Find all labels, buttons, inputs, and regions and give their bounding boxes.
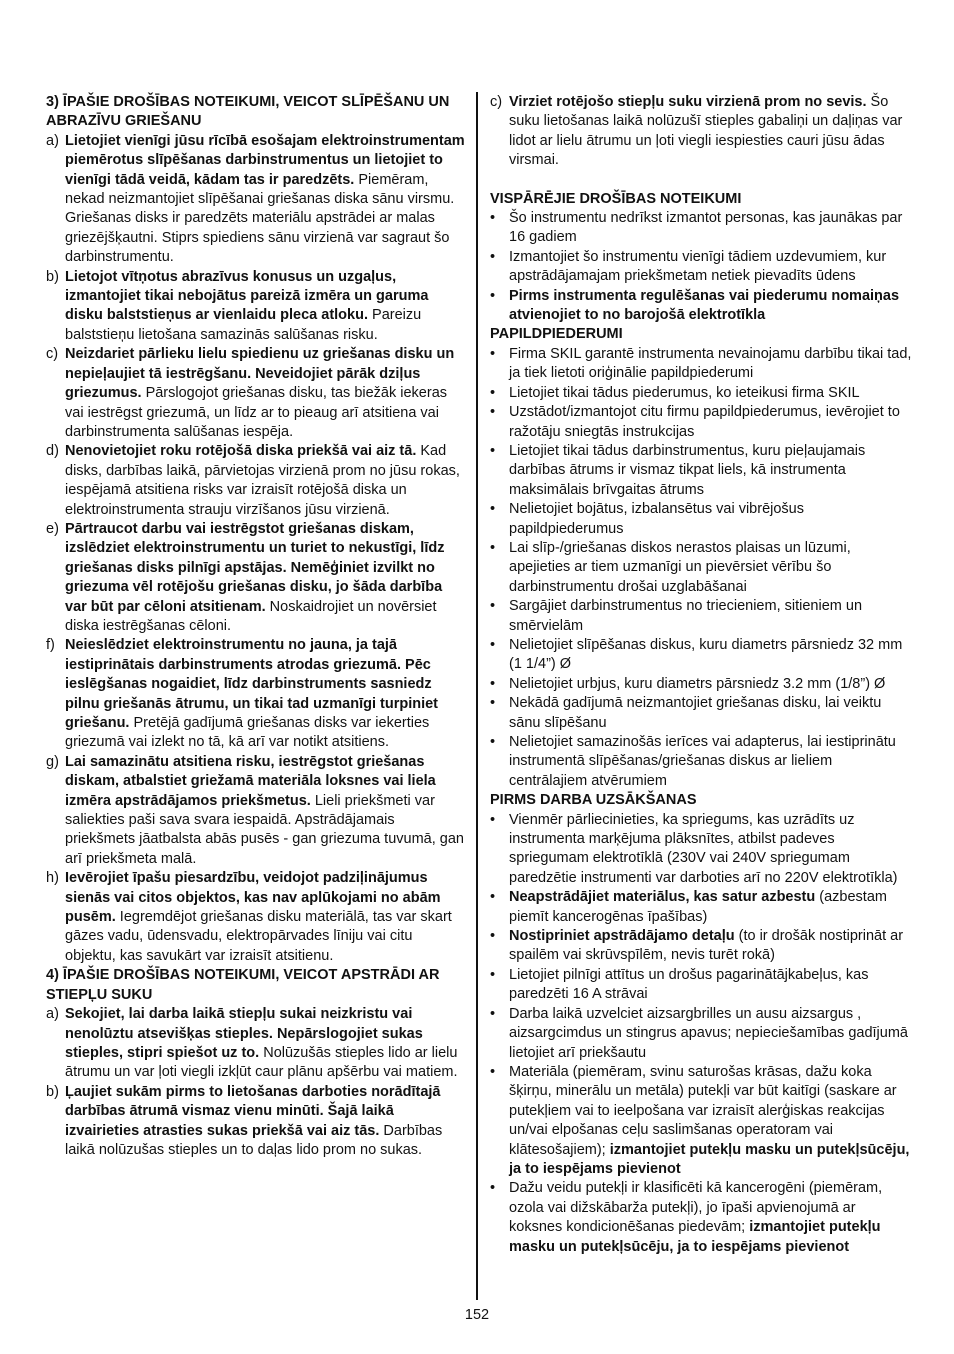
item-letter: a) <box>46 1006 59 1023</box>
bullet-item <box>490 888 912 927</box>
bullet-pre-text: Dažu veidu putekļi ir klasificēti kā kancerogēni (piemēram, ozola vai dižskābarža putekļi), jo īpaši apvienojumā ar koksnes kondicionēšanas piedevām; <box>509 1180 883 1236</box>
column-divider <box>476 92 478 1300</box>
lettered-item <box>46 268 466 346</box>
bullet-item <box>490 597 912 636</box>
right-column <box>490 93 912 1257</box>
section-4-items <box>46 1005 466 1160</box>
item-letter: e) <box>46 520 59 537</box>
left-column <box>46 93 466 1160</box>
general-safety-list <box>490 209 912 325</box>
bullet-icon: • <box>490 734 496 750</box>
bullet-item <box>490 539 912 597</box>
spacer <box>490 171 912 190</box>
bullet-icon: • <box>490 675 496 692</box>
bullet-item <box>490 733 912 791</box>
bullet-item <box>490 811 912 889</box>
bullet-icon: • <box>490 287 496 304</box>
bullet-icon: • <box>490 695 496 712</box>
bullet-text-text: Nekādā gadījumā neizmantojiet griešanas disku, lai veiktu sānu slīpēšanu <box>509 695 882 731</box>
bullet-text-text: Lai slīp-/griešanas diskos nerastos plaisas un lūzumi, apejieties ar tiem uzmanīgi un pievērsiet vērību šo darbinstrumentu drošai uzglabāšanai <box>509 539 851 595</box>
before-use-list <box>490 811 912 1257</box>
lettered-item <box>46 753 466 869</box>
item-text: Noskaidrojiet un novērsiet diska iestrēgšanas cēloni. <box>65 598 437 634</box>
lettered-item <box>46 1083 466 1161</box>
bullet-item <box>490 927 912 966</box>
item-letter: a) <box>46 132 59 149</box>
bullet-pre-text: Lietojiet pilnīgi attītus un drošus pagarinātājkabeļus, kas paredzēti 16 A strāvai <box>509 966 869 1003</box>
bullet-bold-text: Nostipriniet apstrādājamo detaļu <box>509 928 735 945</box>
item-bold-text: Ļaujiet sukām pirms to lietošanas darboties norādītajā darbības ātrumā vismaz vienu minūti. Šajā laikā izvairieties atrasties sukas priekšā vai aiz tās. <box>65 1083 441 1139</box>
bullet-item <box>490 694 912 733</box>
bullet-icon: • <box>490 539 496 556</box>
accessories-list <box>490 345 912 791</box>
item-letter: d) <box>46 443 59 460</box>
bullet-icon: • <box>490 442 496 459</box>
bullet-icon: • <box>490 889 496 906</box>
bullet-pre-text: Darba laikā uzvelciet aizsargbrilles un ausu aizsargus , aizsargcimdus un stingrus apavus; nepieciešamības gadījumā lietojiet arī priekšautu <box>509 1005 908 1061</box>
bullet-icon: • <box>490 384 496 401</box>
bullet-item <box>490 384 912 403</box>
before-use-heading: PIRMS DARBA UZSĀKŠANAS <box>490 792 697 809</box>
item-bold-text: Ievērojiet īpašu piesardzību, veidojot padziļinājumus sienās vai citos objektos, kas nav aplūkojami no abām pusēm. <box>65 870 441 926</box>
bullet-item <box>490 1063 912 1179</box>
bullet-bold-text: izmantojiet putekļu masku un putekļsūcēju, ja to iespējams pievienot <box>509 1141 910 1177</box>
bullet-icon: • <box>490 928 496 945</box>
item-bold-text: Lai samazinātu atsitiena risku, iestrēgstot griešanas diskam, atbalstiet griežamā materiāla loksnes vai liela izmēra apstrādājamos priekšmetus. <box>65 753 436 809</box>
bullet-icon: • <box>490 636 496 653</box>
bullet-pre-text: Vienmēr pārliecinieties, ka spriegums, kas uzrādīts uz instrumenta marķējuma plāksnītes, atbilst padeves spriegumam elektrotīklā (230V vai 240V spriegumam paredzētie instrumenti var darboties arī no 220V elektrotīkla) <box>509 811 898 886</box>
page-number: 152 <box>464 1307 490 1323</box>
bullet-icon: • <box>490 598 496 615</box>
item-text: Piemēram, nekad neizmantojiet slīpēšanai griešanas diska sānu virsmu. Griešanas disks ir paredzēts materiālu apstrādei ar malas griezējšķautni. Stiprs spiediens sānu virzienā var sagraut šo darbinstrumentu. <box>65 171 455 266</box>
lettered-item <box>46 345 466 442</box>
accessories-heading: PAPILDPIEDERUMI <box>490 326 623 343</box>
bullet-text-text: Nelietojiet bojātus, izbalansētus vai vibrējošus papildpiederumus <box>509 501 804 537</box>
bullet-item <box>490 248 912 287</box>
item-bold-text: Neizdariet pārlieku lielu spiedienu uz griešanas disku un nepieļaujiet tā iestrēgšanu. Neveidojiet pārāk dziļus griezumus. <box>65 346 455 402</box>
item-bold-text: Lietojot vītņotus abrazīvus konusus un uzgaļus, izmantojiet tikai nebojātus pareizā izmēra un garuma disku balststieņus ar vienlaidu pleca atloku. <box>65 268 429 324</box>
bullet-item <box>490 403 912 442</box>
bullet-text-text: Nelietojiet slīpēšanas diskus, kuru diametrs pārsniedz 32 mm (1 1/4”) Ø <box>509 636 903 673</box>
item-text: Pārslogojot griešanas disku, tas biežāk iekeras vai iestrēgst griezumā, un līdz ar to pieaug arī atsitiena vai darbinstrumenta salūšanas iespēja. <box>65 385 448 440</box>
lettered-item <box>46 636 466 752</box>
item-letter: c) <box>46 346 59 363</box>
bullet-icon: • <box>490 1180 496 1197</box>
item-text: Nolūzušās stieples lido ar lielu ātrumu un var ļoti viegli izkļūt caur plānu apšērbu vai matiem. <box>65 1044 458 1081</box>
item-bold-text: Pārtraucot darbu vai iestrēgstot griešanas diskam, izslēdziet elektroinstrumentu un turiet to nekustīgi, līdz griešanas disks pilnīgi apstājas. Nemēģiniet izvilkt no griezuma vēl rotējošu griešanas disku, jo šāda darbība var būt par cēloni atsitienam. <box>65 520 445 615</box>
item-letter: b) <box>46 1083 59 1100</box>
item-letter: h) <box>46 870 59 887</box>
lettered-item <box>46 132 466 268</box>
section-3-heading: 3) ĪPAŠIE DROŠĪBAS NOTEIKUMI, VEICOT SLĪPĒŠANU UN ABRAZĪVU GRIEŠANU <box>46 94 450 130</box>
bullet-icon: • <box>490 404 496 421</box>
bullet-item <box>490 209 912 248</box>
section-4-heading: 4) ĪPAŠIE DROŠĪBAS NOTEIKUMI, VEICOT APSTRĀDI AR STIEPĻU SUKU <box>46 967 440 1003</box>
bullet-item <box>490 1005 912 1063</box>
bullet-bold-text: Neapstrādājiet materiālus, kas satur azbestu <box>509 889 816 906</box>
bullet-item <box>490 1179 912 1257</box>
bullet-icon: • <box>490 248 496 265</box>
bullet-post-text: (azbestam piemīt kancerogēnas īpašības) <box>509 889 887 925</box>
bullet-item <box>490 675 912 694</box>
bullet-icon: • <box>490 966 496 983</box>
bullet-text-text: Lietojiet tikai tādus darbinstrumentus, kuru pieļaujamais darbības ātrums ir vismaz tikpat liels, kā instrumenta maksimālais brīvgaitas ātrums <box>509 442 866 498</box>
bullet-bold-text: izmantojiet putekļu masku un putekļsūcēju, ja to iespējams pievienot <box>509 1219 881 1255</box>
bullet-text-text: Nelietojiet urbjus, kuru diametrs pārsniedz 3.2 mm (1/8”) Ø <box>509 675 886 692</box>
lettered-item <box>46 869 466 966</box>
bullet-pre-text: Materiāla (piemēram, svinu saturošas krāsas, dažu koka šķirņu, minerālu un metāla) putekļi var būt kaitīgi (saskare ar putekļiem vai to ieelpošana var izraisīt alerģiskas reakcijas un/vai elpošanas ceļu saslimšanas operatoram vai klātesošajiem); <box>509 1063 897 1158</box>
bullet-text-text: Lietojiet tikai tādus piederumus, ko ieteikusi firma SKIL <box>509 384 860 401</box>
item-text: Šo suku lietošanas laikā nolūzušī stieples gabaliņi un daļiņas var lidot ar lielu ātrumu un ļoti viegli iespiesties cauri jūsu ādas virsmai. <box>509 94 903 169</box>
item-text: Lieli priekšmeti var saliekties paši sava svara iespaidā. Apstrādājamais priekšmets jāatbalsta abās pusēs - gan griezuma tuvumā, gan arī priekšmeta malā. <box>65 792 464 867</box>
bullet-text-text: Šo instrumentu nedrīkst izmantot personas, kas jaunākas par 16 gadiem <box>509 210 903 246</box>
bullet-item <box>490 287 912 326</box>
item-text: Pretējā gadījumā griešanas disks var iekerties griezumā vai izlekt no tā, kā arī var notikt atsitiens. <box>65 715 430 751</box>
bullet-text-text: Firma SKIL garantē instrumenta nevainojamu darbību tikai tad, ja tiek lietoti oriģinālie papildpiederumi <box>509 345 912 382</box>
bullet-text-text: Sargājiet darbinstrumentus no triecieniem, sitieniem un smērvielām <box>509 598 863 634</box>
section-3-items <box>46 132 466 966</box>
bullet-item <box>490 966 912 1005</box>
item-bold-text: Lietojiet vienīgi jūsu rīcībā esošajam elektroinstrumentam piemērotus slīpēšanas darbinstrumentus un lietojiet to vienīgi tādā veidā, kādam tas ir paredzēts. <box>65 132 465 188</box>
bullet-icon: • <box>490 1063 496 1080</box>
section-4-item-c <box>490 93 912 171</box>
bullet-icon: • <box>490 210 496 227</box>
item-bold-text: Nenovietojiet roku rotējošā diska priekšā vai aiz tā. <box>65 443 417 460</box>
item-text: Iegremdējot griešanas disku materiālā, tas var skart gāzes vadu, ūdensvadu, elektropārvades līniju vai citu objektu, kas savukārt var izraisīt atsitienu. <box>65 909 452 964</box>
bullet-icon: • <box>490 501 496 518</box>
bullet-icon: • <box>490 1005 496 1022</box>
item-letter: b) <box>46 268 59 285</box>
bullet-item <box>490 345 912 384</box>
bullet-item <box>490 442 912 500</box>
item-bold-text: Neieslēdziet elektroinstrumentu no jauna, ja tajā iestiprinātais darbinstruments atrodas griezumā. Pēc ieslēgšanas nogaidiet, līdz darbinstruments sasniedz pilnu griešanās ātrumu, un tikai tad uzmanīgi turpiniet griešanu. <box>65 637 439 731</box>
bullet-item <box>490 500 912 539</box>
bullet-icon: • <box>490 811 496 828</box>
bullet-text-text: Uzstādot/izmantojot citu firmu papildpiederumus, ievērojiet to ražotāju sniegtās instrukcijas <box>509 404 900 440</box>
general-safety-heading: VISPĀRĒJIE DROŠĪBAS NOTEIKUMI <box>490 190 742 207</box>
bullet-text-text: Nelietojiet samazinošās ierīces vai adapterus, lai iestiprinātu instrumentā slīpēšanas/griešanas diskus ar lieliem centrālajiem atvērumiem <box>509 734 896 789</box>
lettered-item <box>46 520 466 636</box>
bullet-icon: • <box>490 345 496 362</box>
item-bold-text: Virziet rotējošo stiepļu suku virzienā prom no sevis. <box>509 94 867 110</box>
item-text: Kad disks, darbības laikā, pārvietojas virzienā prom no jūsu rokas, iespējamā atsitiena risks var izraisīt rotējošā diska un elektroinstrumenta strauju virzīšanos jūsu virzienā. <box>65 443 460 518</box>
item-text: Pareizu balststieņu lietošana samazinās salūšanas risku. <box>65 307 422 343</box>
item-letter: c) <box>490 94 503 110</box>
lettered-item <box>46 442 466 520</box>
item-bold-text: Sekojiet, lai darba laikā stiepļu sukai neizkristu vai nenolūztu atsevišķas stieples. Nepārslogojiet sukas stieples, stipri spiešot uz to. <box>65 1006 423 1061</box>
item-text: Darbības laikā nolūzušas stieples un to daļas lido prom no sukas. <box>65 1122 443 1158</box>
bullet-bold-text: Pirms instrumenta regulēšanas vai piederumu nomaiņas atvienojiet to no barojošā elektrotīkla <box>509 287 900 324</box>
lettered-item <box>46 1005 466 1083</box>
bullet-post-text: (to ir drošāk nostiprināt ar spailēm vai skrūvspīlēm, nevis turēt rokā) <box>509 928 904 964</box>
bullet-item <box>490 636 912 675</box>
bullet-text-text: Izmantojiet šo instrumentu vienīgi tādiem uzdevumiem, kur apstrādājamajam priekšmetam netiek pievadīts ūdens <box>509 248 887 285</box>
item-letter: g) <box>46 753 59 770</box>
item-letter: f) <box>46 637 55 654</box>
